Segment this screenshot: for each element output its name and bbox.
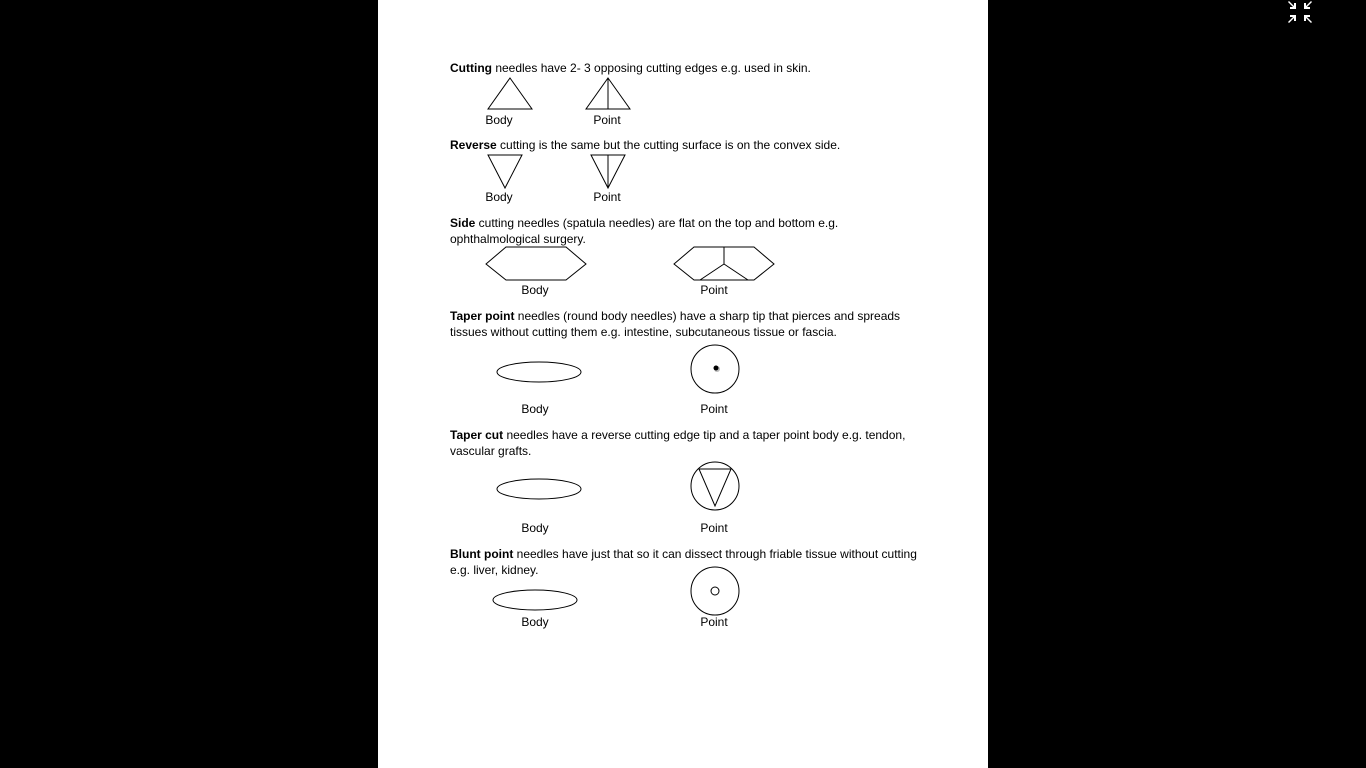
taper-point-body-label: Body — [521, 402, 549, 416]
side-body-hexagon — [485, 246, 587, 282]
cutting-paragraph — [450, 60, 930, 76]
blunt-point-point-label: Point — [700, 615, 728, 629]
reverse-paragraph — [450, 137, 930, 153]
blunt-point-text: needles have just that so it can dissect through friable tissue without cutting e.g. liver, kidney. — [450, 547, 917, 577]
blunt-point-point-circle — [689, 566, 741, 618]
side-paragraph — [450, 215, 930, 247]
taper-cut-paragraph — [450, 427, 930, 459]
side-point-hexagon — [673, 246, 775, 282]
cutting-body-triangle — [486, 77, 534, 111]
reverse-term: Reverse — [450, 138, 497, 152]
cutting-text: needles have 2- 3 opposing cutting edges e.g. used in skin. — [491, 61, 811, 75]
reverse-body-triangle — [486, 154, 524, 190]
taper-cut-text: needles have a reverse cutting edge tip and a taper point body e.g. tendon, vascular grafts. — [450, 428, 906, 458]
taper-cut-point-label: Point — [700, 521, 728, 535]
side-body-label: Body — [521, 283, 549, 297]
side-text: cutting needles (spatula needles) are flat on the top and bottom e.g. ophthalmological surgery. — [450, 216, 839, 246]
taper-cut-body-label: Body — [521, 521, 549, 535]
taper-cut-body-ellipse — [495, 478, 583, 502]
taper-point-point-circle — [689, 344, 741, 396]
reverse-text: cutting is the same but the cutting surface is on the convex side. — [496, 138, 841, 152]
document-page — [378, 0, 988, 768]
blunt-point-term: Blunt point — [450, 547, 514, 561]
exit-fullscreen-icon[interactable] — [1286, 0, 1314, 24]
taper-point-paragraph — [450, 308, 930, 340]
taper-point-text: needles (round body needles) have a sharp tip that pierces and spreads tissues without cutting them e.g. intestine, subcutaneous tissue or fascia. — [450, 309, 901, 339]
taper-point-term: Taper point — [450, 309, 515, 323]
taper-cut-point-circle — [689, 461, 741, 513]
cutting-body-label: Body — [485, 113, 513, 127]
blunt-point-body-ellipse — [491, 589, 581, 613]
cutting-point-label: Point — [593, 113, 621, 127]
reverse-point-triangle — [589, 154, 627, 190]
side-term: Side — [450, 216, 476, 230]
reverse-point-label: Point — [593, 190, 621, 204]
taper-point-point-label: Point — [700, 402, 728, 416]
reverse-body-label: Body — [485, 190, 513, 204]
taper-cut-term: Taper cut — [450, 428, 504, 442]
side-point-label: Point — [700, 283, 728, 297]
cutting-point-triangle — [584, 77, 632, 111]
cutting-term: Cutting — [450, 61, 492, 75]
blunt-point-body-label: Body — [521, 615, 549, 629]
taper-point-body-ellipse — [495, 361, 583, 385]
